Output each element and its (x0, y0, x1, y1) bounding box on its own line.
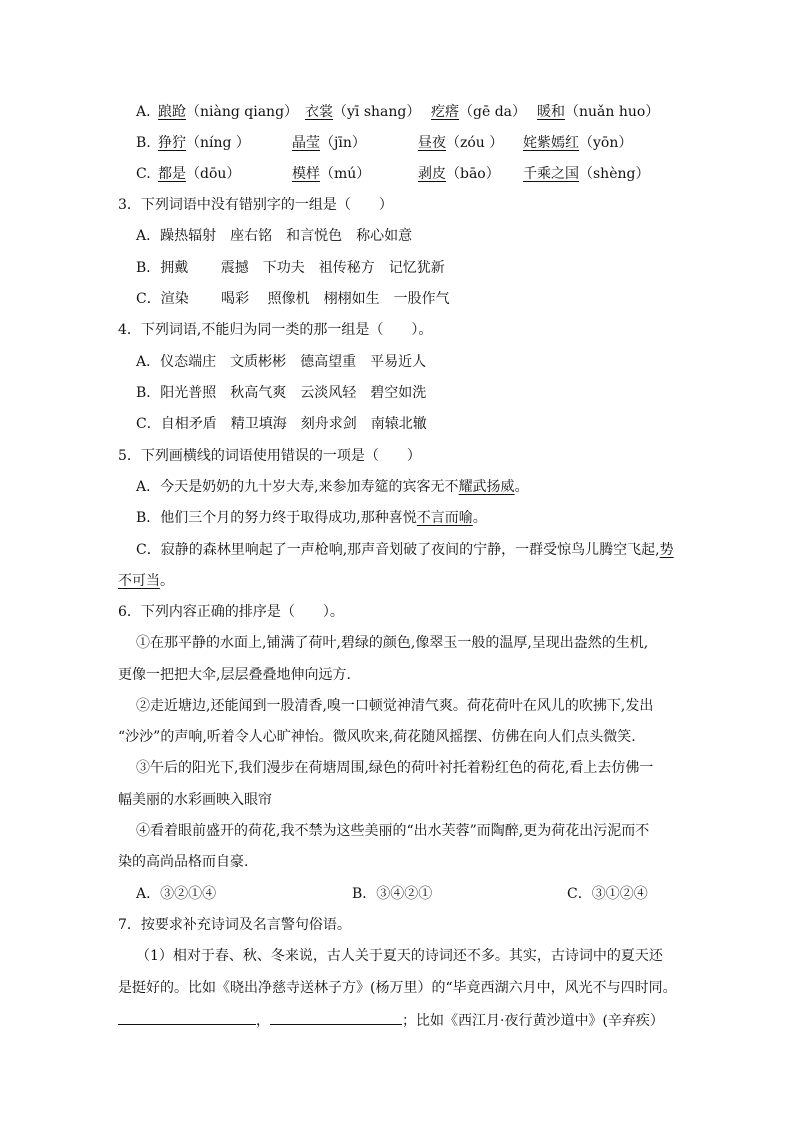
pinyin: （yōn） (579, 135, 633, 151)
underlined-word: 晶莹 (292, 135, 320, 151)
option-item (158, 133, 250, 153)
pinyin: （shèng） (579, 166, 650, 182)
option-text: B．阳光普照 秋高气爽 云淡风轻 碧空如洗 (136, 385, 427, 401)
question-stem: 6．下列内容正确的排序是（ ）。 (118, 604, 344, 620)
option-text (136, 508, 487, 528)
answer-blank[interactable] (270, 1009, 402, 1025)
q5-option-a (0, 477, 794, 497)
pinyin: （zóu ） (446, 135, 504, 151)
pinyin: （jīn） (320, 135, 366, 151)
option-label: A. (136, 104, 151, 120)
q6-paragraph-4-cont (0, 852, 794, 872)
underlined-word: 疙瘩 (431, 104, 459, 120)
option-c: C．③①②④ (567, 886, 648, 902)
question-stem: 4．下列词语,不能归为同一类的那一组是（ ）。 (118, 322, 433, 338)
option-item (523, 133, 632, 153)
option-text-post: 。 (160, 573, 174, 589)
option-text-pre: B．他们三个月的努力终于取得成功,那种喜悦 (136, 510, 417, 526)
pinyin: （níng ） (186, 135, 250, 151)
option-item (537, 102, 659, 122)
option-item (292, 164, 370, 184)
fill-line (118, 1009, 664, 1031)
paragraph-text: 幅美丽的水彩画映入眼帘 (118, 792, 272, 808)
option-text-pre: C．寂静的森林里响起了一声枪响,那声音划破了夜间的宁静，一群受惊鸟儿腾空飞起, (136, 542, 660, 558)
option-item (292, 133, 366, 153)
fill-line-tail: ；比如《西江月·夜行黄沙道中》(辛弃疾） (402, 1013, 664, 1029)
paragraph-text: 是挺好的。比如《晓出净慈寺送林子方》(杨万里）的“毕竟西湖六月中，风光不与四时同。 (118, 980, 677, 996)
option-text (136, 540, 674, 560)
option-text: C．自相矛盾 精卫填海 刻舟求剑 南辕北辙 (136, 416, 427, 432)
q4-option-b (0, 383, 794, 403)
q2-option-c (0, 164, 794, 184)
q6-paragraph-3 (0, 758, 794, 778)
question-stem: 5．下列画横线的词语使用错误的一项是（ ） (118, 448, 421, 464)
blank-separator: ， (256, 1013, 270, 1029)
option-text (118, 571, 174, 591)
q6-paragraph-3-cont (0, 790, 794, 810)
q5-option-b (0, 508, 794, 528)
q7-paragraph-1 (0, 946, 794, 966)
option-text-post: 。 (514, 479, 529, 495)
option-item (431, 102, 526, 122)
option-text-pre: A．今天是奶奶的九十岁大寿,来参加寿筵的宾客无不 (136, 479, 459, 495)
option-label: B. (136, 135, 151, 151)
paragraph-text: 更像一把把大伞,层层叠叠地伸向远方. (118, 667, 351, 683)
pinyin: （gē da） (459, 104, 527, 120)
underlined-word: 踉跄 (158, 104, 186, 120)
underlined-phrase: 耀武扬威 (458, 479, 515, 495)
q2-option-b (0, 133, 794, 153)
q3-stem (0, 195, 794, 215)
question-stem: 3．下列词语中没有错别字的一组是（ ） (118, 197, 393, 213)
underlined-phrase: 不言而喻 (416, 510, 473, 526)
q6-paragraph-1 (0, 633, 794, 653)
q6-paragraph-1-cont (0, 665, 794, 685)
option-text (136, 477, 529, 497)
underlined-word: 千乘之国 (523, 166, 579, 182)
pinyin: （bāo） (446, 166, 500, 182)
underlined-word: 暖和 (537, 104, 565, 120)
q5-option-c-line2 (0, 571, 794, 591)
q4-option-c (0, 414, 794, 434)
paragraph-text: 染的高尚品格而自豪. (118, 854, 249, 870)
paragraph-text: ①在那平静的水面上,铺满了荷叶,碧绿的颜色,像翠玉一般的温厚,呈现出盎然的生机, (136, 635, 649, 651)
answer-blank[interactable] (118, 1009, 256, 1025)
paragraph-text: ②走近塘边,还能闻到一股清香,嗅一口顿觉神清气爽。荷花荷叶在风儿的吹拂下,发出 (136, 698, 654, 714)
q3-option-a (0, 226, 794, 246)
pinyin: （nuǎn huo） (565, 104, 660, 120)
q3-option-c (0, 289, 794, 309)
underlined-word: 狰狞 (158, 135, 186, 151)
q5-stem (0, 446, 794, 466)
pinyin: （yī shang） (333, 104, 421, 120)
q6-stem (0, 602, 794, 622)
option-item (523, 164, 649, 184)
q6-paragraph-2 (0, 696, 794, 716)
q6-paragraph-4 (0, 821, 794, 841)
option-text: A．仪态端庄 文质彬彬 德高望重 平易近人 (136, 354, 427, 370)
q7-stem (0, 915, 794, 935)
q4-stem (0, 320, 794, 340)
q4-option-a (0, 352, 794, 372)
option-text: B．拥戴 震撼 下功夫 祖传秘方 记忆犹新 (136, 260, 445, 276)
pinyin: （mú） (320, 166, 371, 182)
underlined-phrase: 势 (659, 542, 674, 558)
q3-option-b (0, 258, 794, 278)
option-item (158, 164, 240, 184)
q7-fill-line (0, 1009, 794, 1029)
question-stem: 7．按要求补充诗词及名言警句俗语。 (118, 917, 351, 933)
q2-option-a (0, 102, 794, 122)
option-item (418, 164, 500, 184)
underlined-word: 昼夜 (418, 135, 446, 151)
pinyin: （niàng qiang） (186, 104, 299, 120)
option-b: B．③④②① (352, 886, 433, 902)
paragraph-text: ③午后的阳光下,我们漫步在荷塘周围,绿色的荷叶衬托着粉红色的荷花,看上去仿佛一 (136, 760, 654, 776)
option-item (158, 102, 298, 122)
paragraph-text: （1）相对于春、秋、冬来说，古人关于夏天的诗词还不多。其实，古诗词中的夏天还 (136, 948, 663, 964)
option-text: A．躁热辐射 座右铭 和言悦色 称心如意 (136, 228, 413, 244)
option-a: A．③②①④ (136, 886, 217, 902)
q7-paragraph-1-cont (0, 978, 794, 998)
underlined-word: 剥皮 (418, 166, 446, 182)
underlined-word: 衣裳 (305, 104, 333, 120)
option-text: C．渲染 喝彩 照像机 栩栩如生 一股作气 (136, 291, 450, 307)
q6-paragraph-2-cont (0, 727, 794, 747)
pinyin: （dōu） (186, 166, 241, 182)
paragraph-text: “沙沙”的声响,听着令人心旷神怡。微风吹来,荷花随风摇摆、仿佛在向人们点头微笑. (118, 729, 636, 745)
underlined-phrase: 不可当 (118, 573, 160, 589)
underlined-word: 都是 (158, 166, 186, 182)
option-item (418, 133, 503, 153)
option-label: C. (136, 166, 151, 182)
q5-option-c-line1 (0, 540, 794, 560)
paragraph-text: ④看着眼前盛开的荷花,我不禁为这些美丽的“出水芙蓉”而陶醉,更为荷花出污泥而不 (136, 823, 650, 839)
option-item (305, 102, 420, 122)
option-text-post: 。 (472, 510, 487, 526)
underlined-word: 姹紫嫣红 (523, 135, 579, 151)
underlined-word: 模样 (292, 166, 320, 182)
q6-options (0, 884, 794, 904)
